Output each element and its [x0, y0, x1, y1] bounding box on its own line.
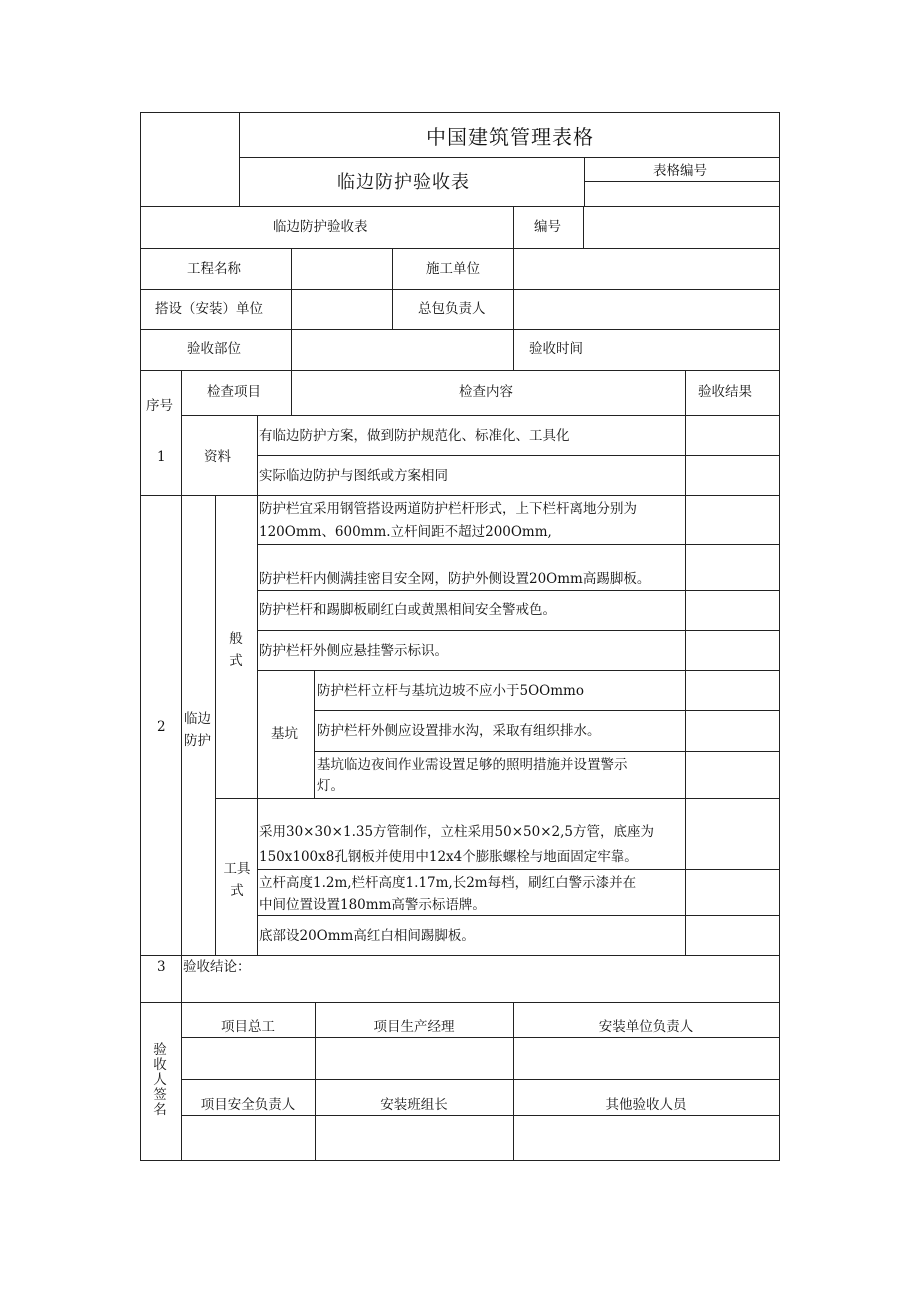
form-main-title: 中国建筑管理表格	[426, 125, 594, 149]
col-result-header: 验收结果	[698, 384, 752, 400]
conclusion-label: 验收结论：	[183, 959, 251, 975]
section1-row1: 有临边防护方案，做到防护规范化、标准化、工具化	[259, 428, 570, 444]
project-name-label: 工程名称	[187, 261, 241, 277]
section2-item: 临边防护	[184, 711, 211, 749]
tool-row1-line1: 采用30×30×1.35方管制作，立柱采用50×50×2,5方管，底座为	[259, 824, 654, 840]
sig-chief-engineer: 项目总工	[221, 1019, 275, 1035]
general-row4: 防护栏杆外侧应悬挂警示标识。	[259, 643, 448, 659]
sig-install-unit-head: 安装单位负责人	[598, 1019, 694, 1035]
general-row1-line2: 120Omm、600mm.立杆间距不超过200Omm,	[259, 524, 552, 540]
pit-row2: 防护栏杆外侧应设置排水沟，采取有组织排水。	[317, 723, 601, 739]
tool-row2-line1: 立杆高度1.2m,栏杆高度1.17m,长2m每档，刷红白警示漆并在	[259, 875, 637, 891]
general-row3: 防护栏杆和踢脚板刷红白或黄黑相间安全警戒色。	[259, 602, 556, 618]
tool-row3: 底部设20Omm高红白相间踢脚板。	[259, 928, 475, 944]
construction-unit-label: 施工单位	[426, 261, 480, 277]
sig-safety-head: 项目安全负责人	[200, 1097, 296, 1113]
install-unit-label: 搭设（安装）单位	[155, 301, 263, 317]
section1-row2: 实际临边防护与图纸或方案相同	[259, 468, 448, 484]
col-item-header: 检查项目	[207, 384, 261, 400]
sig-production-manager: 项目生产经理	[373, 1019, 455, 1035]
pit-row3-line1: 基坑临边夜间作业需设置足够的照明措施并设置警示	[317, 757, 628, 773]
section3-seq: 3	[157, 959, 166, 975]
form-number-label: 表格编号	[653, 163, 707, 179]
general-manager-label: 总包负责人	[418, 301, 486, 317]
general-type-label: 般式	[229, 631, 243, 669]
pit-type-label: 基坑	[271, 726, 298, 742]
sig-other-inspectors: 其他验收人员	[605, 1097, 687, 1113]
accept-time-label: 验收时间	[529, 341, 583, 357]
tool-row2-line2: 中间位置设置180mm高警示标语牌。	[259, 897, 486, 913]
sig-install-team-leader: 安装班组长	[380, 1097, 448, 1113]
pit-row1: 防护栏杆立杆与基坑边坡不应小于5OOmmo	[317, 683, 584, 699]
tool-row1-line2: 150x100x8孔钢板并使用中12x4个膨胀螺栓与地面固定牢靠。	[259, 849, 638, 865]
general-row1-line1: 防护栏宜采用钢管搭设两道防护栏杆形式，上下栏杆离地分别为	[259, 501, 637, 517]
form-sub-title: 临边防护验收表	[337, 172, 470, 193]
section1-item: 资料	[204, 449, 231, 465]
number-label: 编号	[534, 219, 561, 235]
signature-side-label: 验收人签名	[153, 1042, 167, 1118]
accept-location-label: 验收部位	[187, 341, 241, 357]
col-content-header: 检查内容	[459, 384, 513, 400]
pit-row3-line2: 灯。	[317, 778, 344, 794]
form-name: 临边防护验收表	[273, 219, 368, 235]
col-seq-header: 序号	[146, 398, 173, 414]
section2-seq: 2	[157, 719, 166, 735]
general-row2: 防护栏杆内侧满挂密目安全网，防护外侧设置20Omm高踢脚板。	[259, 571, 651, 587]
tool-type-label: 工具式	[223, 861, 251, 899]
section1-seq: 1	[157, 449, 166, 465]
